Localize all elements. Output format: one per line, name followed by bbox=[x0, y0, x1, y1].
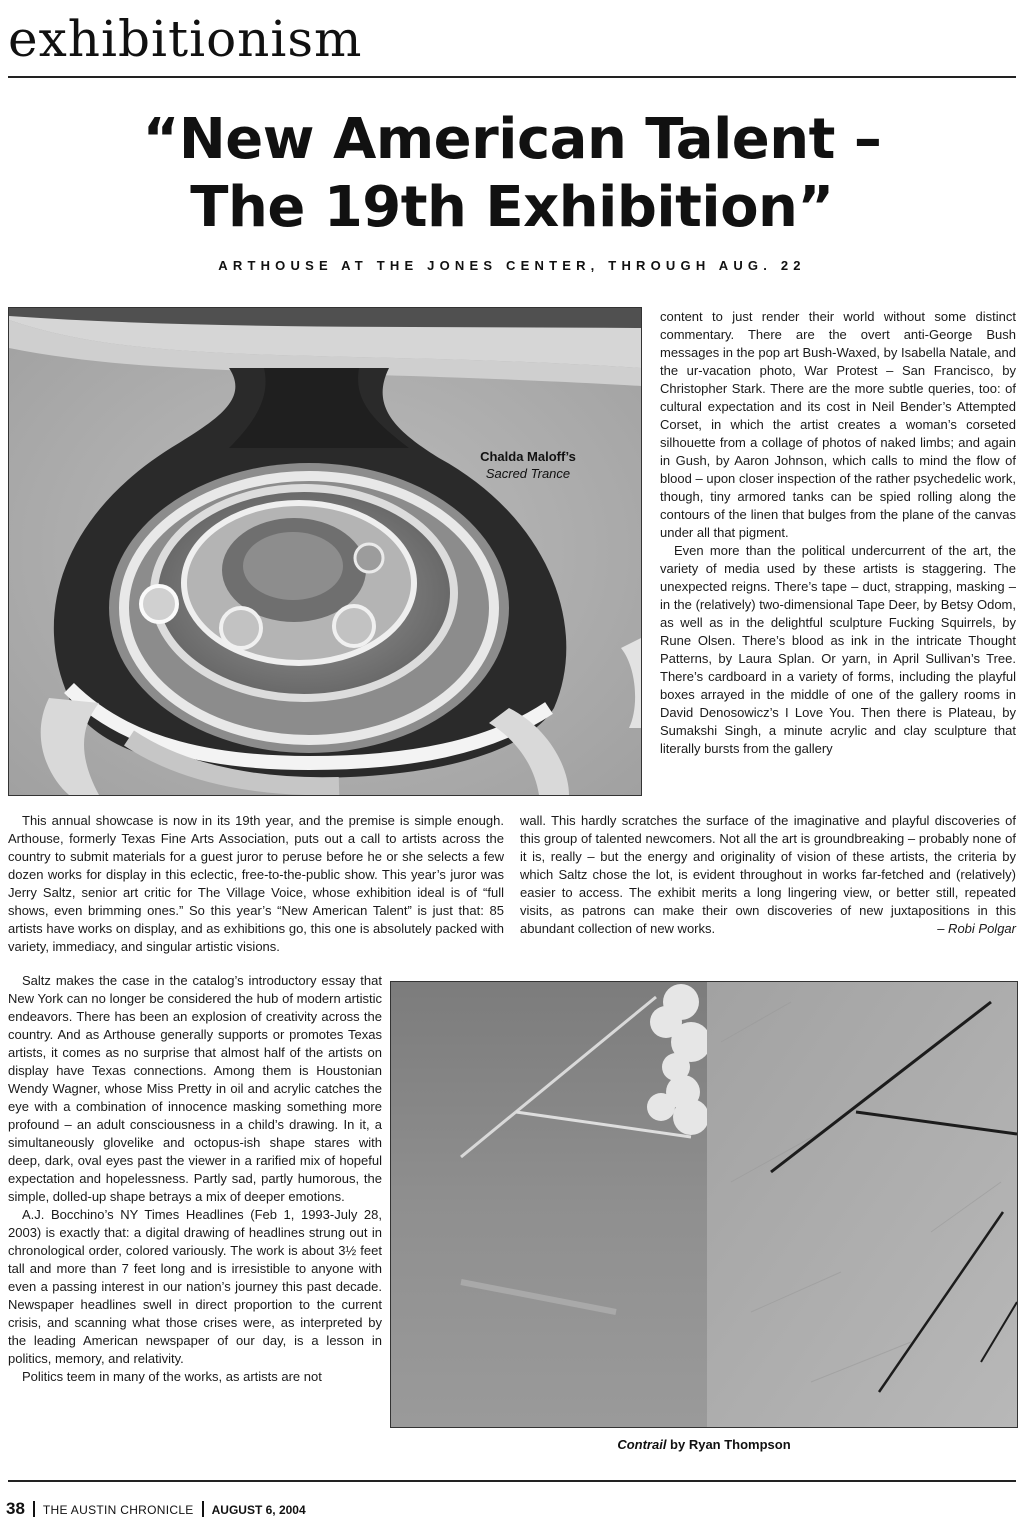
headline bbox=[0, 106, 1024, 242]
paragraph: Even more than the political undercurrent of the art, the variety of media used by these artists is staggering. The unexpected reigns. There’s tape – duct, strapping, masking – in the (relatively) two-dimensional Tape Deer, by Betsy Odom, as well as in the delightful sculpture Fucking Squirrels, by Rune Olsen. There’s blood as ink in the intricate Thought Patterns, by Laura Splan. Or yarn, in April Sullivan’s Tree. There’s cardboard in a variety of forms, including the playful boxes arrayed in the middle of one of the gallery rooms in David Denosowicz’s I Love You. Then there is Plateau, by Sumakshi Singh, a minute acrylic and clay sculpture that literally bursts from the gallery bbox=[660, 543, 1016, 756]
section-title: exhibitionism bbox=[8, 10, 363, 68]
contrail-caption bbox=[390, 1437, 1018, 1452]
headline-line-1: “New American Talent – bbox=[142, 107, 882, 172]
article-column-right bbox=[660, 308, 1016, 758]
sacred-trance-caption bbox=[466, 448, 590, 482]
article-column-left bbox=[8, 812, 504, 956]
caption-artwork-title: Sacred Trance bbox=[485, 466, 571, 481]
contrail-image bbox=[390, 981, 1018, 1428]
caption-artist: Chalda Maloff’s bbox=[480, 449, 576, 464]
subhead: ARTHOUSE AT THE JONES CENTER, THROUGH AUG. 22 bbox=[218, 258, 806, 273]
sacred-trance-image bbox=[8, 307, 642, 796]
header-rule bbox=[8, 76, 1016, 78]
page-number: 38 bbox=[6, 1499, 25, 1518]
article-column-continued bbox=[520, 812, 1016, 938]
paragraph: content to just render their world without some distinct commentary. There are the overt anti-George Bush messages in the pop art Bush-Waxed, by Isabella Natale, and the ur-vacation photo, War Protest – San Francisco, by Christopher Stark. There are the more subtle queries, too: of cultural expectation and its cost in Neil Bender’s Attempted Corset, in which the artist creates a woman’s corseted silhouette from a collage of photos of naked limbs; and again in Gush, by Aaron Johnson, which calls to mind the flow of blood – upon closer inspection of the rather psychedelic work, though, tiny armored tanks can be spied rolling along the contours of the linen that bulges from the plane of the canvas under all that pigment. bbox=[660, 309, 1016, 540]
paragraph: This annual showcase is now in its 19th year, and the premise is simple enough. Arthouse, formerly Texas Fine Arts Association, puts out a call to artists across the country to submit materials for a guest juror to peruse before he or she selects a few dozen works for display in this eclectic, free-to-the-public show. This year’s juror was Jerry Saltz, senior art critic for The Village Voice, whose exhibition ideal is of “full shows, even brimming ones.” So this year’s “New American Talent” is just that: 85 artists have works on display, and as exhibitions go, this one is absolutely packed with variety, immediacy, and singular artistic visions. bbox=[8, 813, 504, 954]
byline: – Robi Polgar bbox=[937, 921, 1016, 936]
issue-date: AUGUST 6, 2004 bbox=[211, 1503, 306, 1517]
caption-artist: by Ryan Thompson bbox=[666, 1437, 791, 1452]
footer-separator bbox=[33, 1501, 35, 1517]
publication-name: THE AUSTIN CHRONICLE bbox=[42, 1503, 194, 1517]
footer bbox=[0, 1499, 306, 1519]
paragraph: Saltz makes the case in the catalog’s introductory essay that New York can no longer be considered the hub of modern artistic endeavors. There has been an explosion of creativity across the country. And as Arthouse generally supports or promotes Texas artists, it comes as no surprise that almost half of the artists on display have Texas connections. Among them is Houstonian Wendy Wagner, whose Miss Pretty in oil and acrylic catches the eye with a combination of innocence masking something more profound – an adult consciousness in a child’s drawing. In it, a simultaneously glovelike and octopus-ish shape stares with deep, dark, oval eyes past the viewer in a rarified mix of hopeful expectation and hopelessness. Partly sad, partly humorous, the simple, dolled-up shape betrays a mix of deeper emotions. bbox=[8, 973, 382, 1204]
caption-artwork-title: Contrail bbox=[617, 1437, 667, 1452]
sacred-trance-artwork bbox=[9, 308, 641, 795]
footer-separator bbox=[202, 1501, 204, 1517]
article-column-narrow bbox=[8, 972, 382, 1386]
headline-line-2: The 19th Exhibition” bbox=[190, 175, 834, 240]
paragraph: Politics teem in many of the works, as artists are not bbox=[22, 1369, 322, 1384]
contrail-artwork bbox=[391, 982, 1017, 1427]
paragraph: wall. This hardly scratches the surface of the imaginative and playful discoveries of this group of talented newcomers. Not all the art is groundbreaking – probably none of it is, really – but the energy and originality of vision of these artists, the criteria by which Saltz chose the lot, is evident throughout in works far-fetched and (relatively) easier to access. The exhibit merits a long lingering view, or better still, repeated visits, as patrons can make their own discoveries of new juxtapositions in this abundant collection of new works. bbox=[520, 813, 1016, 936]
paragraph: A.J. Bocchino’s NY Times Headlines (Feb 1, 1993-July 28, 2003) is exactly that: a digital drawing of headlines strung out in chronological order, colored variously. The work is about 3½ feet tall and more than 7 feet long and is irresistible to anyone with even a passing interest in our nation’s journey this past decade. Newspaper headlines swell in direct proportion to the current crisis, and scanning what those crises were, as interpreted by the leading American newspaper of our day, is a lesson in politics, memory, and relativity. bbox=[8, 1207, 382, 1366]
footer-rule bbox=[8, 1480, 1016, 1482]
